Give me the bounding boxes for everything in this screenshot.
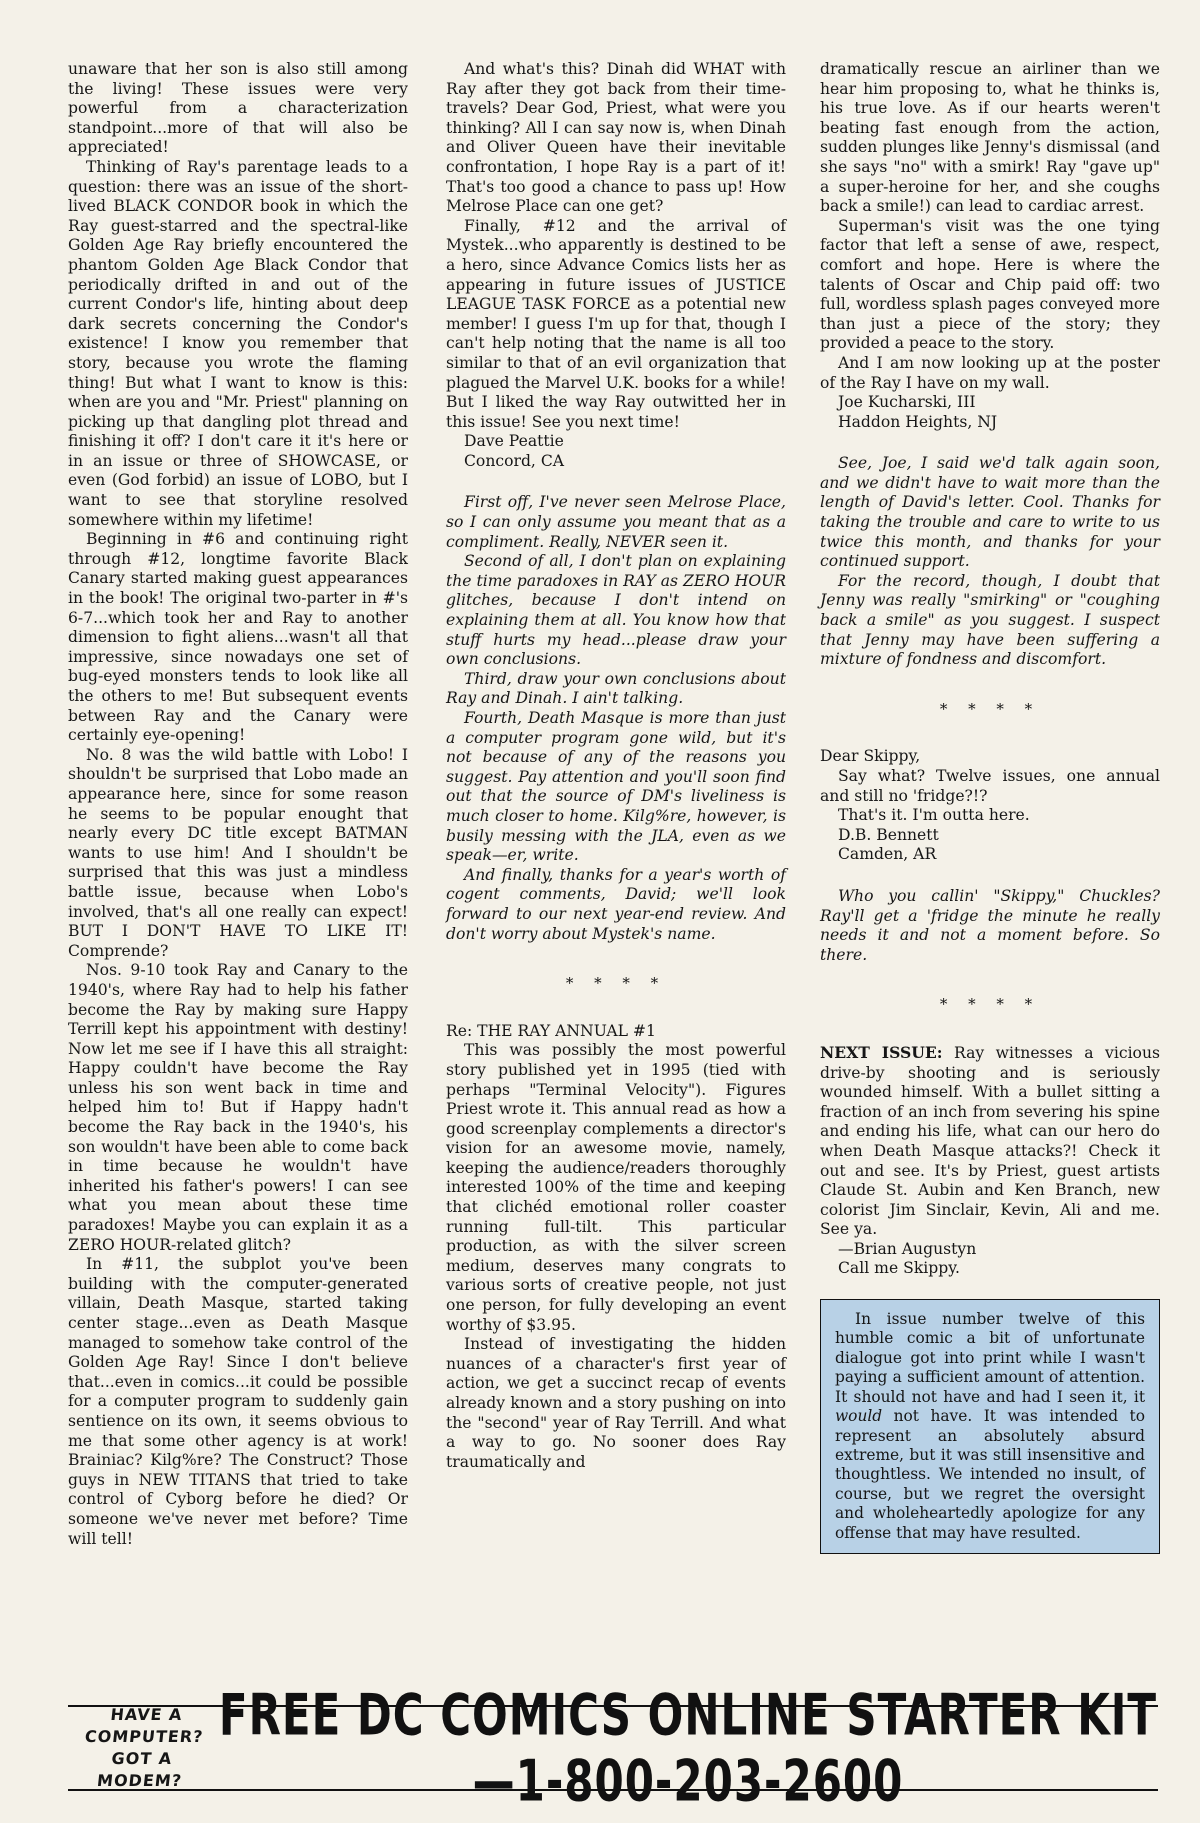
letter-paragraph: No. 8 was the wild battle with Lobo! I shouldn't be surprised that Lobo made an appearance here, since for some reason he seems to be popular enought that nearly every DC title except BATMAN wants to use him! And I shouldn't be surprised that this was just a mindless battle issue, because when Lobo's involved, that's all one really can expect! BUT I DON'T HAVE TO LIKE IT! Comprende? (68, 745, 408, 960)
editor-reply: And finally, thanks for a year's worth of cogent comments, David; we'll look forward to our next year-end review. And don't worry about Mystek's name. (446, 865, 786, 943)
editor-reply: First off, I've never seen Melrose Place, so I can only assume you meant that as a compliment. Really, NEVER seen it. (446, 493, 786, 551)
letter-paragraph: This was possibly the most powerful story published yet in 1995 (tied with perhaps "Terminal Velocity"). Figures Priest wrote it. This annual read as how a good screenplay complements a director's vision for an awesome movie, namely, keeping the audience/readers thoroughly interested 100% of the time and keeping that clichéd emotional roller coaster running full-tilt. This particular production, as with the silver screen medium, deserves many congrats to various sorts of creative people, not just one person, for fully developing an event worthy of $3.95. (446, 1041, 786, 1334)
editor-reply: Second of all, I don't plan on explaining the time paradoxes in RAY as ZERO HOUR glitches, because I don't intend on explaining them at all. You know how that stuff hurts my head...please draw your own conclusions. (446, 552, 786, 669)
signature-name: —Brian Augustyn (838, 1239, 977, 1258)
signature-place: Haddon Heights, NJ (838, 412, 998, 431)
letter-paragraph: unaware that her son is also still among the living! These issues were very powerful from a characterization standpoint...more of that will also be appreciated! (68, 60, 408, 157)
letter-paragraph: Say what? Twelve issues, one annual and still no 'fridge?!? (820, 767, 1160, 805)
signature-place: Camden, AR (838, 845, 937, 864)
letter-subject: Re: THE RAY ANNUAL #1 (446, 1021, 656, 1040)
column-1 (68, 60, 408, 1549)
letter-paragraph: That's it. I'm outta here. (838, 806, 1030, 825)
next-issue-label: NEXT ISSUE: (820, 1042, 943, 1062)
editor-reply: Fourth, Death Masque is more than just a computer program gone wild, but it's not because of any of the reasons you suggest. Pay attention and you'll soon find out that the source of DM's liveliness is much closer to home. Kilg%re, however, is busily messing with the JLA, even as we speak—er, write. (446, 709, 786, 865)
letter-paragraph: And what's this? Dinah did WHAT with Ray after they got back from their time-travels? Dear God, Priest, what were you thinking? All I can say now is, when Dinah and Oliver Queen have their inevitable confrontation, I hope Ray is a part of it! That's too good a chance to pass up! How Melrose Place can one get? (446, 60, 786, 216)
letter-paragraph: Beginning in #6 and continuing right through #12, longtime favorite Black Canary started making guest appearances in the book! The original two-parter in #'s 6-7...which took her and Ray to another dimension to fight aliens...wasn't all that impressive, since nowadays one set of bug-eyed monsters tends to look like all the others to me! But subsequent events between Ray and the Canary were certainly eye-opening! (68, 530, 408, 745)
signature-note: Call me Skippy. (838, 1259, 960, 1278)
notice-text-b: not have. It was intended to represent an absolutely absurd extreme, but it was still insensitive and thoughtless. We intended no insult, of course, but we regret the oversight and wholeheartedly apologize for any offense that may have resulted. (835, 1407, 1145, 1542)
column-2 (446, 60, 786, 1472)
signature-name: Dave Peattie (464, 432, 564, 451)
banner-small-text (63, 1704, 222, 1792)
letter-salutation: Dear Skippy, (820, 747, 921, 766)
banner-line-1: HAVE A COMPUTER? (83, 1705, 205, 1746)
letter-paragraph: Finally, #12 and the arrival of Mystek...who apparently is destined to be a hero, since Advance Comics lists her as appearing in future issues of JUSTICE LEAGUE TASK FORCE as a potential new member! I guess I'm up for that, though I can't help noting that the name is all too similar to that of an evil organization that plagued the Marvel U.K. books for a while! But I liked the way Ray outwitted her in this issue! See you next time! (446, 216, 786, 431)
letters-page (68, 60, 1158, 1680)
next-issue-blurb (820, 1043, 1160, 1240)
signature-name: D.B. Bennett (838, 825, 939, 844)
letter-paragraph: Instead of investigating the hidden nuances of a character's first year of action, we get a succinct recap of events already known and a story pushing on into the "second" year of Ray Terrill. And what a way to go. No sooner does Ray traumatically and (446, 1335, 786, 1471)
apology-notice-box (820, 1299, 1160, 1554)
next-issue-text: Ray witnesses a vicious drive-by shooting and is seriously wounded himself. With a bullet sitting a fraction of an inch from severing his spine and ending his life, what can our hero do when Death Masque attacks?! Check it out and see. It's by Priest, guest artists Claude St. Aubin and Ken Branch, new colorist Jim Sinclair, Kevin, Ali and me. See ya. (820, 1043, 1160, 1239)
editor-reply: Third, draw your own conclusions about Ray and Dinah. I ain't talking. (446, 669, 786, 708)
editor-reply: For the record, though, I doubt that Jenny was really "smirking" or "coughing back a smile" as you suggest. I suspect that Jenny may have been suffering a mixture of fondness and discomfort. (820, 571, 1160, 669)
section-divider: * * * * (939, 995, 1041, 1014)
section-divider: * * * * (939, 699, 1041, 718)
letter-paragraph: Superman's visit was the one tying factor that left a sense of awe, respect, comfort and hope. Here is where the talents of Oscar and Chip paid off: two full, wordless splash pages conveyed more than just a piece of the story; they provided a peace to the story. (820, 216, 1160, 353)
letter-paragraph: Thinking of Ray's parentage leads to a question: there was an issue of the short-lived BLACK CONDOR book in which the Ray guest-starred and the spectral-like Golden Age Ray briefly encountered the phantom Golden Age Black Condor that periodically drifted in and out of the current Condor's life, hinting about deep dark secrets concerning the Condor's existence! I know you remember that story, because you wrote the flaming thing! But what I want to know is this: when are you and "Mr. Priest" planning on picking up that dangling plot thread and finishing it off? I don't care it it's here or in an issue or three of SHOWCASE, or even (God forbid) an issue of LOBO, but I want to see that storyline resolved somewhere within my lifetime! (68, 157, 408, 529)
notice-text-a: In issue number twelve of this humble comic a bit of unfortunate dialogue got into print while I wasn't paying a sufficient amount of attention. It should not have and had I seen it, it (835, 1310, 1145, 1406)
signature-name: Joe Kucharski, III (838, 393, 976, 412)
starter-kit-banner (68, 1681, 1158, 1815)
column-3 (820, 60, 1160, 1554)
banner-headline: FREE DC COMICS ONLINE STARTER KIT—1-800-203-2600 (218, 1681, 1158, 1815)
letter-paragraph: In #11, the subplot you've been building with the computer-generated villain, Death Masque, started taking center stage...even as Death Masque managed to somehow take control of the Golden Age Ray! Since I don't believe that...even in comics...it could be possible for a computer program to suddenly gain sentience on its own, it seems obvious to me that some other agency is at work! Brainiac? Kilg%re? The Construct? Those guys in NEW TITANS that tried to take control of Cyborg before he died? Or someone we've never met before? Time will tell! (68, 1255, 408, 1548)
editor-reply: See, Joe, I said we'd talk again soon, and we didn't have to wait more than the length of David's letter. Cool. Thanks for taking the trouble and care to write to us twice this month, and thanks for your continued support. (820, 454, 1160, 571)
section-divider: * * * * (565, 974, 667, 993)
letter-paragraph: Nos. 9-10 took Ray and Canary to the 1940's, where Ray had to help his father become the Ray by making sure Happy Terrill kept his appointment with destiny! Now let me see if I have this all straight: Happy couldn't have become the Ray unless his son went back in time and helped him to! But if Happy hadn't become the Ray back in the 1940's, his son wouldn't have been able to come back in time because he wouldn't have inherited his father's powers! I can see what you mean about these time paradoxes! Maybe you can explain it as a ZERO HOUR-related glitch? (68, 961, 408, 1254)
letter-paragraph: And I am now looking up at the poster of the Ray I have on my wall. (820, 353, 1160, 392)
signature-place: Concord, CA (464, 451, 565, 470)
editor-reply: Who you callin' "Skippy," Chuckles? Ray'll get a 'fridge the minute he really needs it and not a moment before. So there. (820, 886, 1160, 964)
letter-paragraph: dramatically rescue an airliner than we hear him proposing to, what he thinks is, his true love. As if our hearts weren't beating fast enough from the action, sudden plunges like Jenny's dismissal (and she says "no" with a smirk! Ray "gave up" a super-heroine for her, and she coughs back a smile!) can lead to cardiac arrest. (820, 60, 1160, 216)
banner-line-2: GOT A MODEM? (96, 1749, 184, 1790)
notice-emphasis: would (835, 1407, 883, 1426)
